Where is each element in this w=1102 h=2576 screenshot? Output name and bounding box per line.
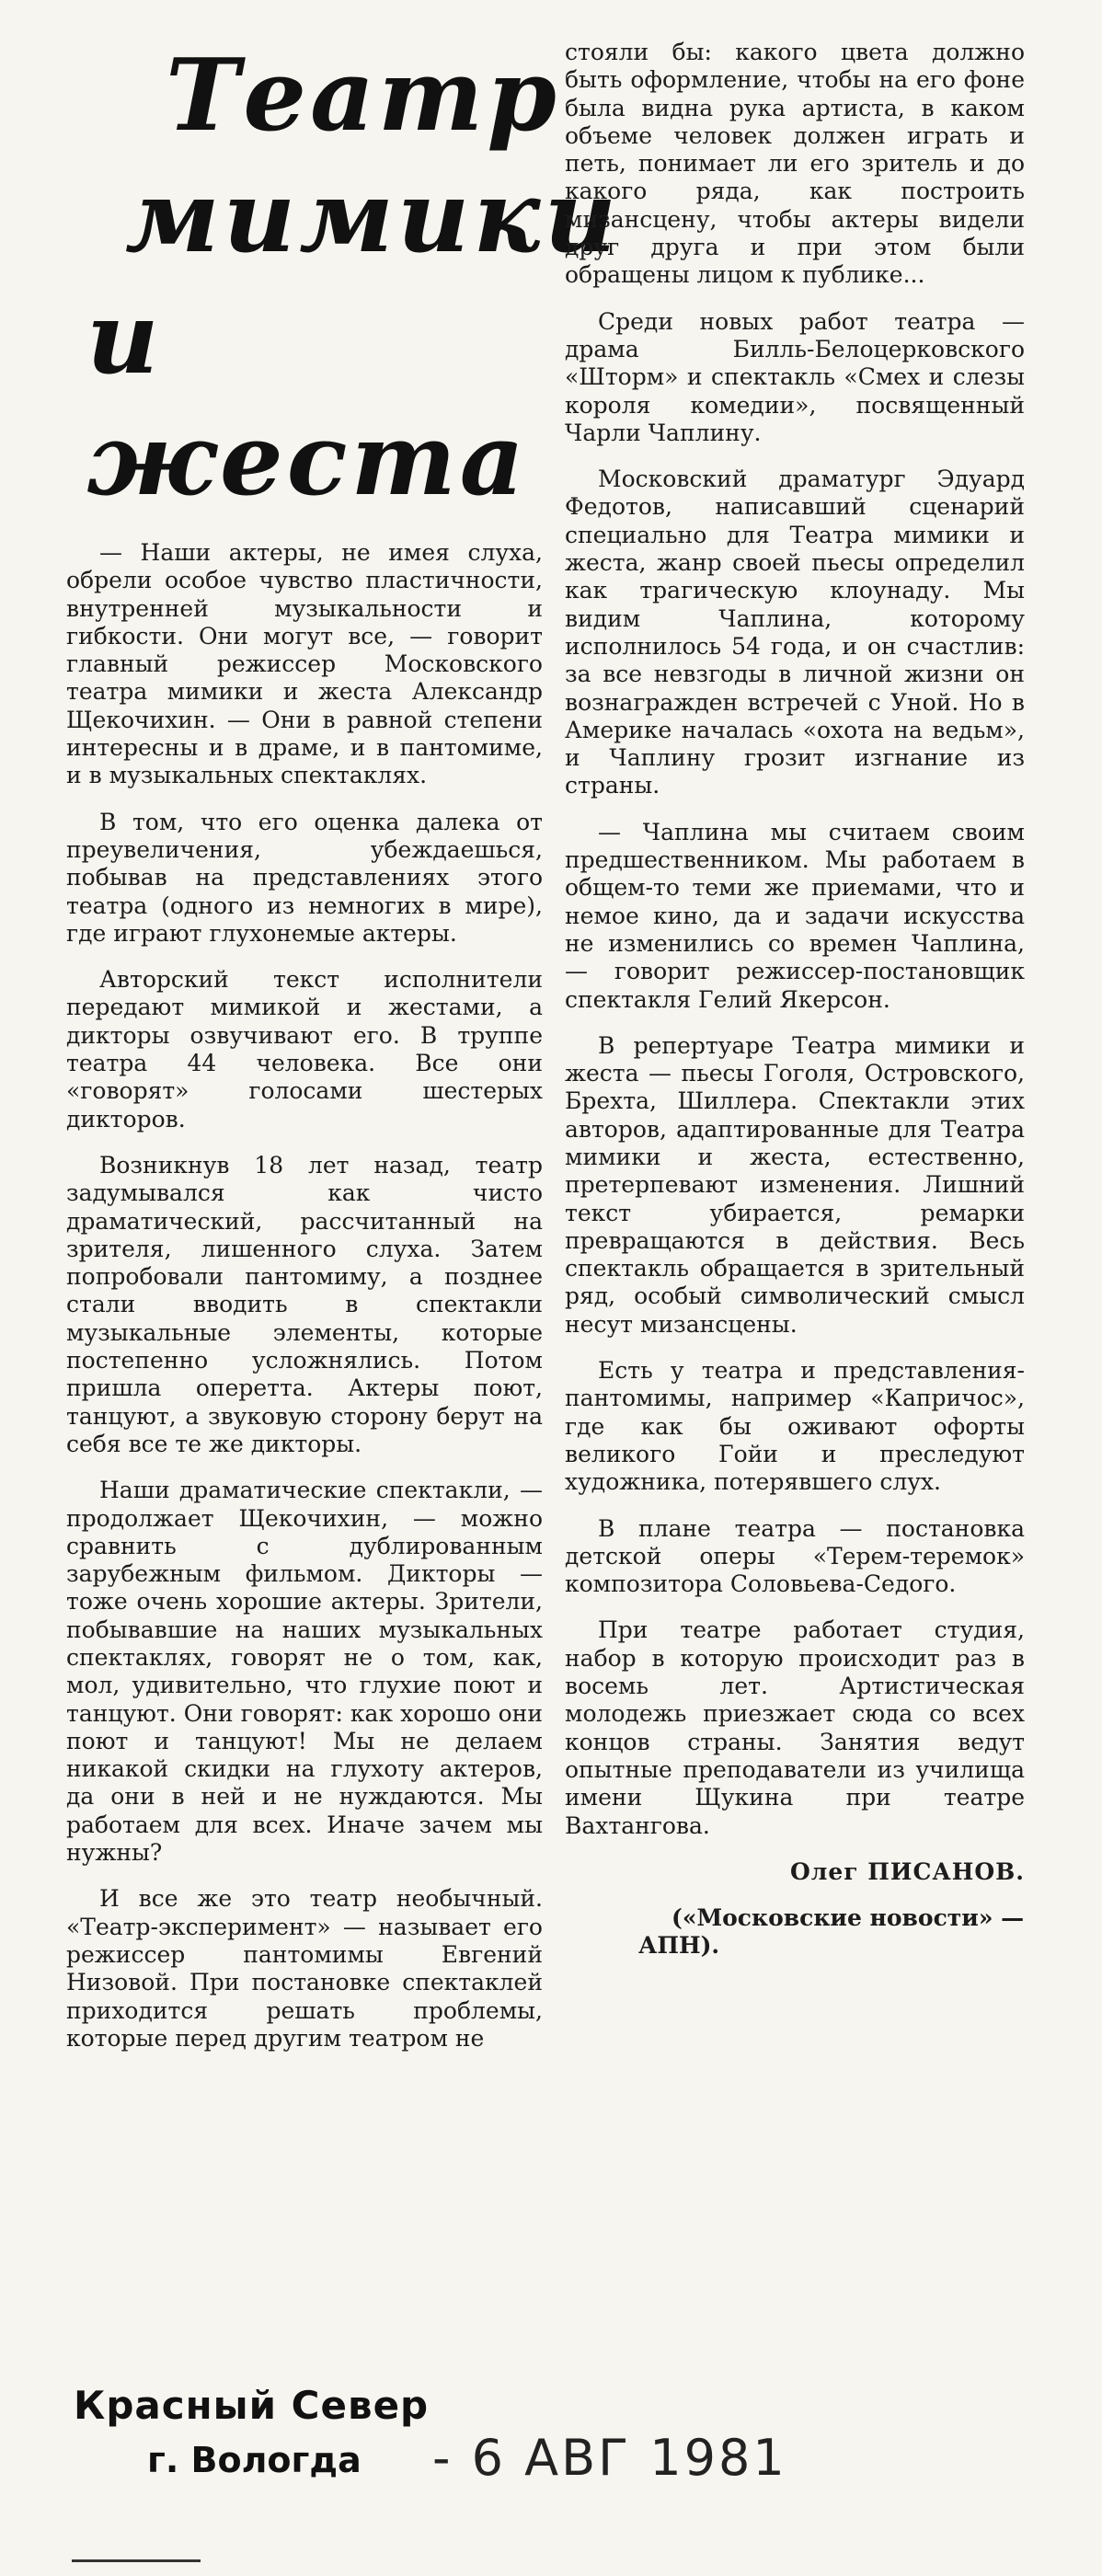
headline-line-3: и жеста [86, 281, 528, 518]
article-paragraph: В плане театра — постановка детской оперы «Терем-теремок» композитора Соловьева-Седого. [565, 1514, 1025, 1598]
article-paragraph: — Наши актеры, не имея слуха, обрели особое чувство пластичности, внутренней музыкальности и гибкости. Они могут все, — говорит главный режиссер Московского театра мимики и жеста Александр Щекочихин. — Они в равной степени интересны и в драме, и в пантомиме, и в музыкальных спектаклях. [66, 539, 543, 789]
right-column [565, 0, 1025, 1979]
author-signature: Олег ПИСАНОВ. [789, 1857, 1025, 1885]
article-paragraph: Среди новых работ театра — драма Билль-Белоцерковского «Шторм» и спектакль «Смех и слезы короля комедии», посвященный Чарли Чаплину. [565, 307, 1025, 446]
bottom-rule [72, 2559, 201, 2562]
article-paragraph: стояли бы: какого цвета должно быть оформление, чтобы на его фоне была видна рука артиста, в каком объеме человек должен играть и петь, понимает ли его зритель и до какого ряда, как построить мизансцену, чтобы актеры видели друг друга и при этом были обращены лицом к публике... [565, 39, 1025, 289]
left-article-body [66, 539, 543, 2053]
newspaper-city: г. Вологда [147, 2440, 362, 2480]
article-paragraph: Возникнув 18 лет назад, театр задумывался как чисто драматический, рассчитанный на зрителя, лишенного слуха. Затем попробовали пантомиму, а позднее стали вводить в спектакли музыкальные элементы, которые постепенно усложнялись. Потом пришла оперетта. Актеры поют, танцуют, а звуковую сторону берут на себя все те же дикторы. [66, 1151, 543, 1457]
article-paragraph: Авторский текст исполнители передают мимикой и жестами, а дикторы озвучивают его. В труппе театра 44 человека. Все они «говорят» голосами шестерых дикторов. [66, 966, 543, 1133]
article-paragraph: И все же это театр необычный. «Театр-эксперимент» — называет его режиссер пантомимы Евгений Низовой. При постановке спектаклей приходится решать проблемы, которые перед другим театром не [66, 1885, 543, 2052]
article-paragraph: Московский драматург Эдуард Федотов, написавший сценарий специально для Театра мимики и жеста, жанр своей пьесы определил как трагическую клоунаду. Мы видим Чаплина, которому исполнилось 54 года, и он счастлив: за все невзгоды в личной жизни он вознагражден встречей с Уной. Но в Америке началась «охота на ведьм», и Чаплину грозит изгнание из страны. [565, 466, 1025, 799]
article-paragraph: При театре работает студия, набор в которую происходит раз в восемь лет. Артистическая молодежь приезжает сюда со всех концов страны. Занятия ведут опытные преподаватели из училища имени Щукина при театре Вахтангова. [565, 1616, 1025, 1839]
article-paragraph: — Чаплина мы считаем своим предшественником. Мы работаем в общем-то теми же приемами, что и немое кино, да и задачи искусства не изменились со времен Чаплина, — говорит режиссер-постановщик спектакля Гелий Якерсон. [565, 818, 1025, 1013]
article-paragraph: Есть у театра и представления-пантомимы, например «Капричос», где как бы оживают офорты великого Гойи и преследуют художника, потерявшего слух. [565, 1357, 1025, 1496]
article-paragraph: В том, что его оценка далека от преувеличения, убеждаешься, побывав на представлениях этого театра (одного из немногих в мире), где играют глухонемые актеры. [66, 808, 543, 947]
article-paragraph: В репертуаре Театра мимики и жеста — пьесы Гоголя, Островского, Брехта, Шиллера. Спектакли этих авторов, адаптированные для Театра мимики и жеста, естественно, претерпевают изменения. Лишний текст убирается, ремарки превращаются в действия. Весь спектакль обращается в зрительный ряд, особый символический смысл несут мизансцены. [565, 1031, 1025, 1338]
headline [66, 35, 621, 521]
headline-line-1: Театр [166, 38, 560, 154]
left-column [66, 0, 621, 2071]
article-paragraph: Наши драматические спектакли, — продолжает Щекочихин, — можно сравнить с дублированным зарубежным фильмом. Дикторы — тоже очень хорошие актеры. Зрители, побывавшие на наших музыкальных спектаклях, говорят не о том, как, мол, удивительно, что глухие поют и танцуют. Они говорят: как хорошо они поют и танцуют! Мы не делаем никакой скидки на глухоту актеров, да они в ней и не нуждаются. Мы работаем для всех. Иначе зачем мы нужны? [66, 1477, 543, 1867]
date-stamp: - 6 АВГ 1981 [432, 2429, 787, 2487]
newspaper-name: Красный Север [74, 2383, 430, 2428]
right-article-body [565, 39, 1025, 1961]
source-credit: («Московские новости» — АПН). [638, 1904, 1025, 1960]
headline-line-2: мимики [125, 159, 621, 275]
